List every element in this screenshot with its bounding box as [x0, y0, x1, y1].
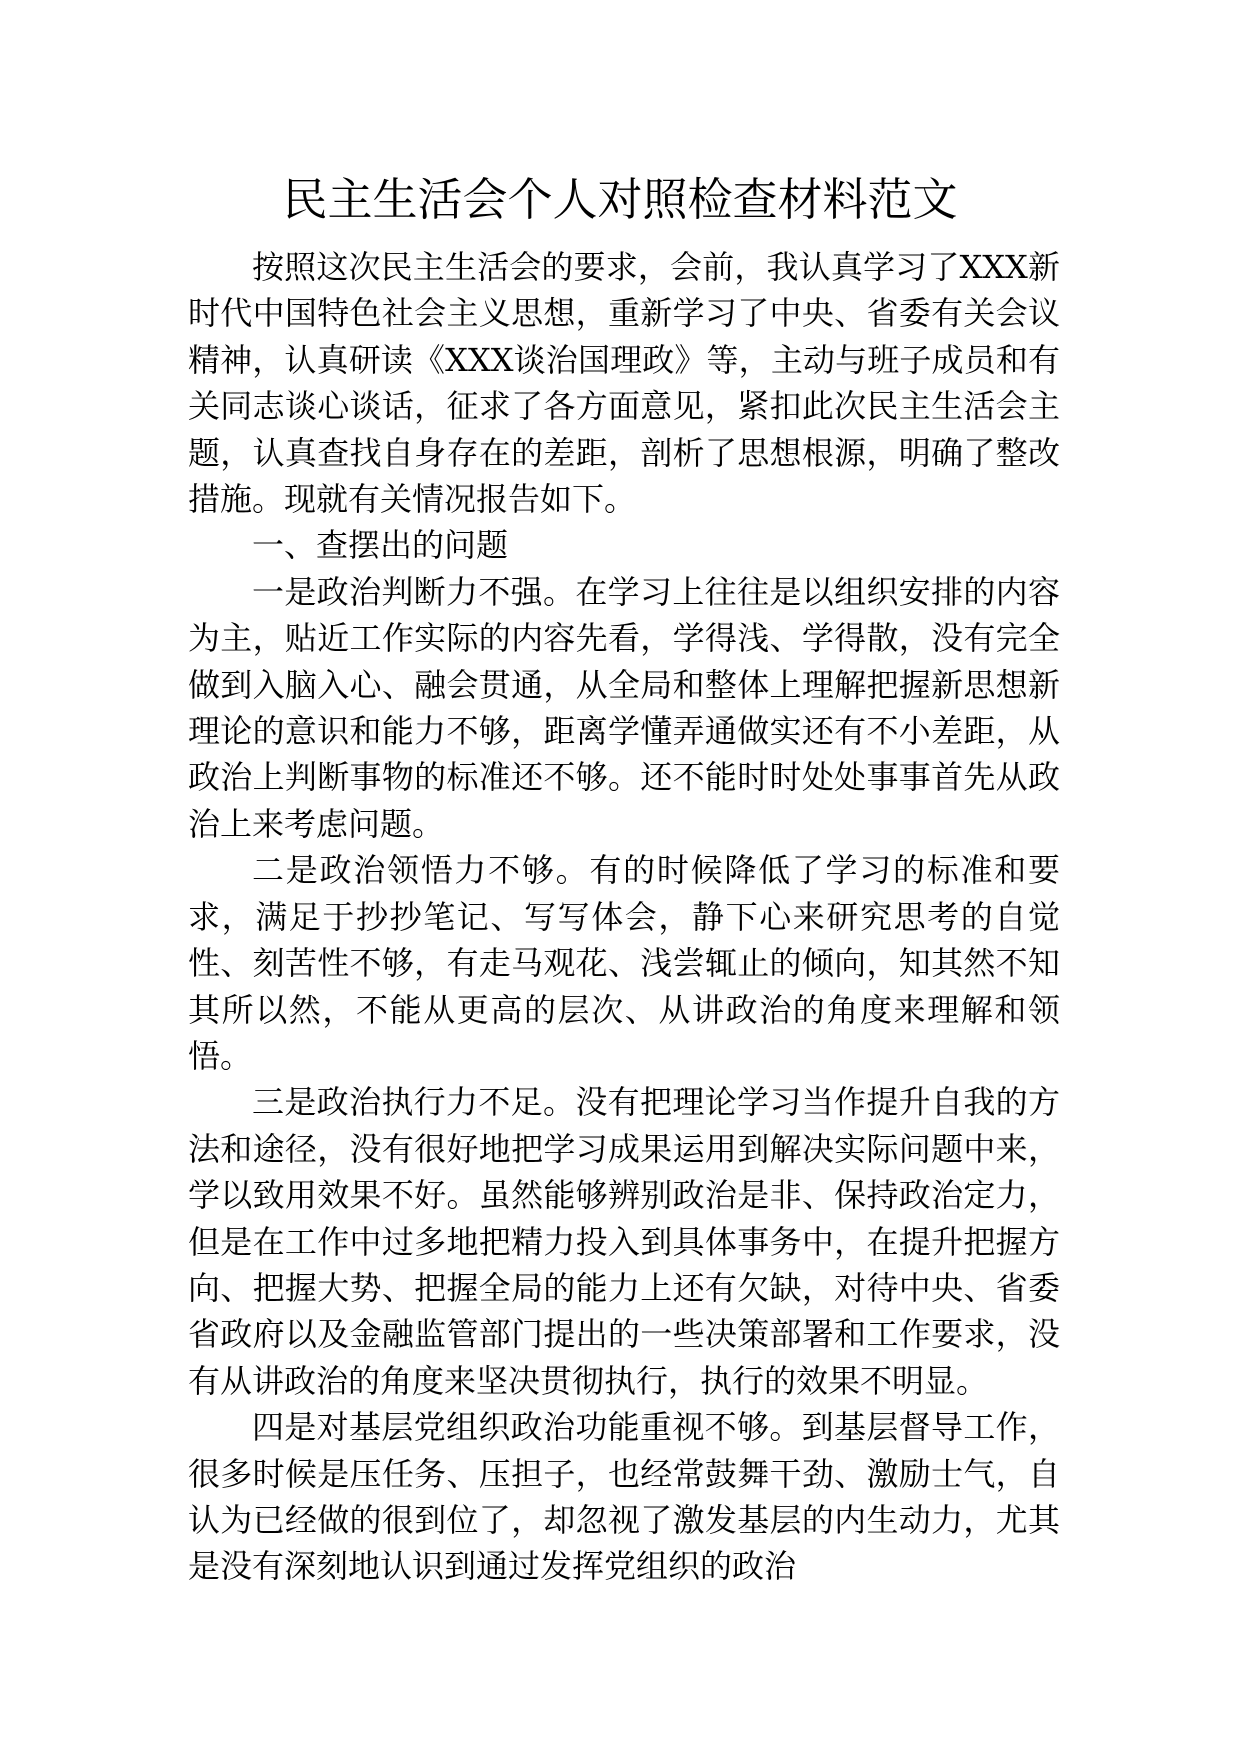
body-paragraph-3: 三是政治执行力不足。没有把理论学习当作提升自我的方法和途径，没有很好地把学习成果运用到解决实际问题中来，学以致用效果不好。虽然能够辨别政治是非、保持政治定力，但是在工作中过多地把精力投入到具体事务中，在提升把握方向、把握大势、把握全局的能力上还有欠缺，对待中央、省委省政府以及金融监管部门提出的一些决策部署和工作要求，没有从讲政治的角度来坚决贯彻执行，执行的效果不明显。 [188, 1083, 1060, 1400]
body-paragraph-1: 一是政治判断力不强。在学习上往往是以组织安排的内容为主，贴近工作实际的内容先看，学得浅、学得散，没有完全做到入脑入心、融会贯通，从全局和整体上理解把握新思想新理论的意识和能力不够，距离学懂弄通做实还有不小差距，从政治上判断事物的标准还不够。还不能时时处处事事首先从政治上来考虑问题。 [188, 572, 1060, 843]
document-title: 民主生活会个人对照检查材料范文 [282, 173, 958, 226]
section-heading: 一、查摆出的问题 [252, 526, 509, 565]
document-body [188, 244, 1060, 1590]
body-paragraph-2: 二是政治领悟力不够。有的时候降低了学习的标准和要求，满足于抄抄笔记、写写体会，静下心来研究思考的自觉性、刻苦性不够，有走马观花、浅尝辄止的倾向，知其然不知其所以然，不能从更高的层次、从讲政治的角度来理解和领悟。 [188, 851, 1060, 1075]
intro-paragraph: 按照这次民主生活会的要求，会前，我认真学习了XXX新时代中国特色社会主义思想，重新学习了中央、省委有关会议精神，认真研读《XXX谈治国理政》等，主动与班子成员和有关同志谈心谈话，征求了各方面意见，紧扣此次民主生活会主题，认真查找自身存在的差距，剖析了思想根源，明确了整改措施。现就有关情况报告如下。 [188, 248, 1060, 519]
body-paragraph-4: 四是对基层党组织政治功能重视不够。到基层督导工作，很多时候是压任务、压担子，也经常鼓舞干劲、激励士气，自认为已经做的很到位了，却忽视了激发基层的内生动力，尤其是没有深刻地认识到通过发挥党组织的政治 [188, 1408, 1060, 1586]
